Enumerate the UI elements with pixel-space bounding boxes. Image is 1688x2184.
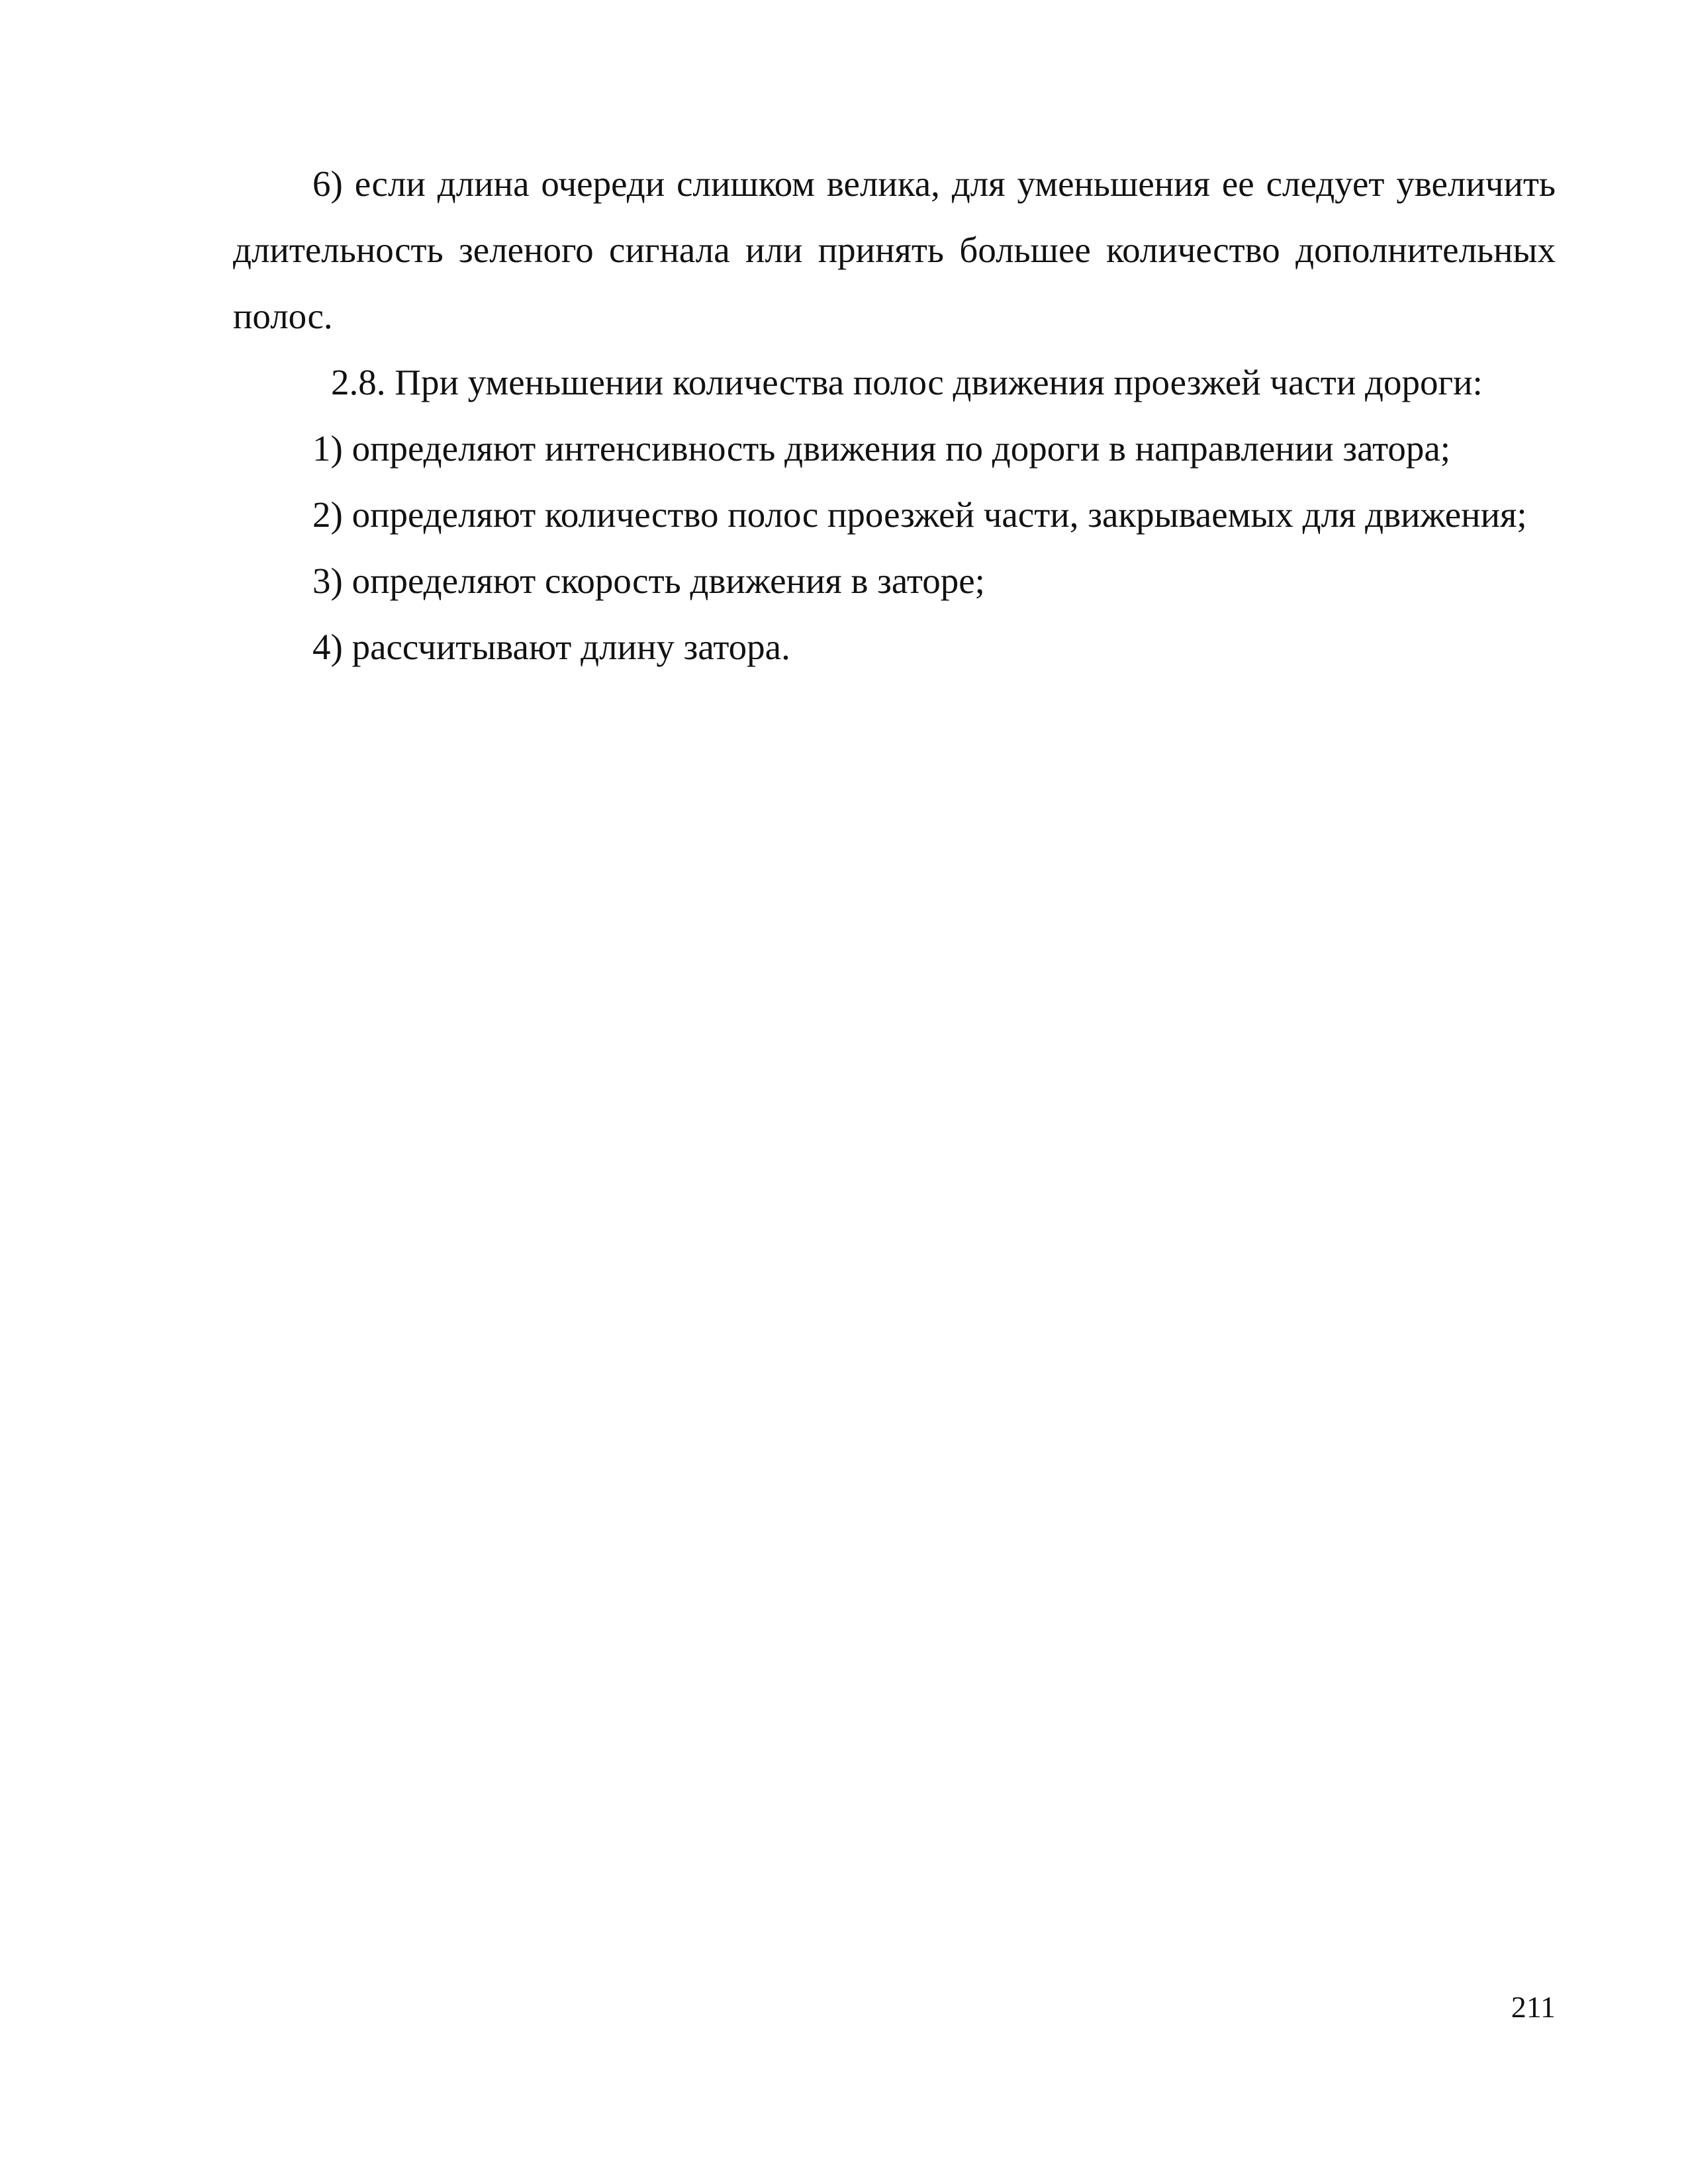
paragraph-item-3: 3) определяют скорость движения в заторе; xyxy=(312,561,985,601)
paragraph-item-6: 6) если длина очереди слишком велика, для уменьшения ее следует увеличить длительность зеленого сигнала или принять большее количество дополнительных полос. xyxy=(233,163,1556,336)
paragraph-item-1: 1) определяют интенсивность движения по дороги в направлении затора; xyxy=(312,428,1451,469)
body-text xyxy=(233,151,1556,680)
paragraph-item-2: 2) определяют количество полос проезжей части, закрываемых для движения; xyxy=(312,494,1527,535)
page-number: 211 xyxy=(1511,1990,1556,2024)
section-heading-2-8: 2.8. При уменьшении количества полос движения проезжей части дороги: xyxy=(331,362,1483,402)
paragraph-item-4: 4) рассчитывают длину затора. xyxy=(312,627,790,667)
